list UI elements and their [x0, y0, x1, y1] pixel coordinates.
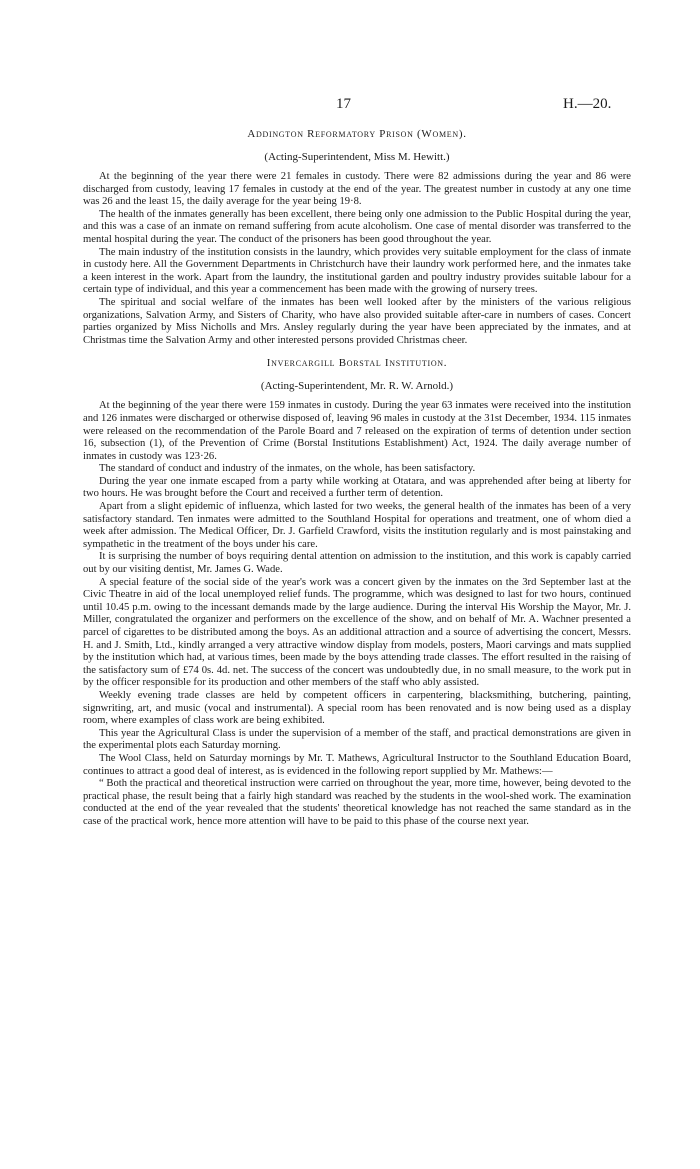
- paragraph: At the beginning of the year there were 21 females in custody. There were 82 admissions during the year and 86 were discharged from custody, leaving 17 females in custody at the end of the year. The greatest number in custody at any one time was 26 and the least 15, the daily average for the year being 19·8.: [83, 171, 631, 208]
- paragraph: The health of the inmates generally has been excellent, there being only one admission to the Public Hospital during the year, and this was a case of an inmate on remand suffering from acute alcoholism. One case of mental disorder was transferred to the mental hospital during the year. The conduct of the prisoners has been good throughout the year.: [83, 208, 631, 245]
- paragraph: The Wool Class, held on Saturday mornings by Mr. T. Mathews, Agricultural Instructor to the Southland Education Board, continues to attract a good deal of interest, as is evidenced in the following report supplied by Mr. Mathews:—: [83, 752, 631, 777]
- paragraph: A special feature of the social side of the year's work was a concert given by the inmates on the 3rd September last at the Civic Theatre in aid of the local unemployed relief funds. The programme, which was designed to last for two hours, continued until 10.45 p.m. owing to the incessant demands made by the large audience. During the interval His Worship the Mayor, Mr. J. Miller, congratulated the organizer and performers on the excellence of the show, and on behalf of Mr. A. Wachner presented a parcel of cigarettes to be distributed among the boys. As an additional attraction and a source of advertising the concert, Messrs. H. and J. Smith, Ltd., kindly arranged a very attractive window display from models, posters, Maori carvings and mats supplied by the institution which had, at various times, been made by the boys attending trade classes. The effort resulted in the raising of the satisfactory sum of £74 0s. 4d. net. The success of the concert was undoubtedly due, in no small measure, to the work put in by the officer responsible for its production and other members of the staff who ably assisted.: [83, 576, 631, 689]
- section-subtitle-invercargill: (Acting-Superintendent, Mr. R. W. Arnold.): [260, 380, 454, 393]
- paragraph: At the beginning of the year there were 159 inmates in custody. During the year 63 inmates were received into the institution and 126 inmates were discharged or otherwise disposed of, leaving 96 males in custody at the 31st December, 1934. 115 inmates were released on the recommendation of the Parole Board and 7 released on the expiration of terms of detention under section 16, subsection (1), of the Prevention of Crime (Borstal Institutions Establishment) Act, 1924. The daily average number of inmates in custody was 123·26.: [83, 400, 631, 462]
- paragraph: The main industry of the institution consists in the laundry, which provides very suitable employment for the class of inmate in custody here. All the Government Departments in Christchurch have their laundry work performed here, and the inmates take a keen interest in the work. Apart from the laundry, the institutional garden and poultry industry provides suitable labour for a certain type of individual, and this year a commencement has been made with the growing of nursery trees.: [83, 246, 631, 296]
- paragraph: The standard of conduct and industry of the inmates, on the whole, has been satisfactory.: [99, 463, 476, 475]
- paragraph: This year the Agricultural Class is under the supervision of a member of the staff, and practical demonstrations are given in the experimental plots each Saturday morning.: [83, 727, 631, 752]
- section-subtitle-addington: (Acting-Superintendent, Miss M. Hewitt.): [264, 151, 450, 163]
- section-spacer: [83, 347, 631, 357]
- section-title-invercargill: Invercargill Borstal Institution.: [266, 357, 448, 370]
- paragraph: “ Both the practical and theoretical instruction were carried on throughout the year, more time, however, being devoted to the practical phase, the result being that a fairly high standard was reached by the students in the wool-shed work. The examination conducted at the end of the year revealed that the students' theoretical knowledge has not reached the same standard as in the case of the practical work, hence more attention will have to be paid to this phase of the course next year.: [83, 778, 631, 827]
- page-number: 17: [336, 96, 351, 112]
- section-title-addington: Addington Reformatory Prison (Women).: [247, 128, 467, 140]
- document-reference: H.—20.: [563, 96, 612, 112]
- paragraph: Weekly evening trade classes are held by competent officers in carpentering, blacksmithing, butchering, painting, signwriting, art, and music (vocal and instrumental). A special room has been renovated and is now being used as a display room, where examples of class work are being exhibited.: [83, 689, 631, 727]
- paragraph: During the year one inmate escaped from a party while working at Otatara, and was apprehended after being at liberty for two hours. He was brought before the Court and received a further term of detention.: [83, 475, 631, 500]
- paragraph: It is surprising the number of boys requiring dental attention on admission to the institution, and this work is capably carried out by our visiting dentist, Mr. James G. Wade.: [83, 551, 631, 576]
- page-content: [83, 128, 631, 829]
- paragraph: Apart from a slight epidemic of influenza, which lasted for two weeks, the general health of the inmates has been of a very satisfactory standard. Ten inmates were admitted to the Southland Hospital for operations and treatment, one of whom died a week after admission. The Medical Officer, Dr. J. Garfield Crawford, visits the institution regularly and is most painstaking and sympathetic in the treatment of the boys under his care.: [83, 501, 631, 550]
- paragraph: The spiritual and social welfare of the inmates has been well looked after by the ministers of the various religious organizations, Salvation Army, and Sisters of Charity, who have also provided suitable after-care in numbers of cases. Concert parties organized by Miss Nicholls and Mrs. Ansley regularly during the year have been appreciated by the inmates, and at Christmas time the Salvation Army and other interested persons provided Christmas cheer.: [83, 296, 631, 346]
